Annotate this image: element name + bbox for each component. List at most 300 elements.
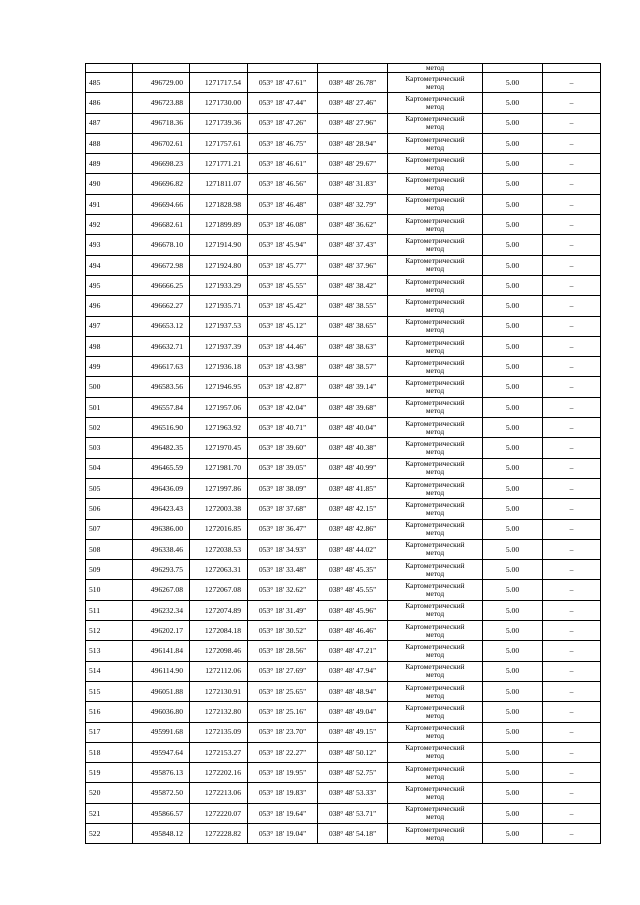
x-coordinate-cell: 496729.00 — [133, 73, 190, 93]
x-coordinate-cell: 496682.61 — [133, 215, 190, 235]
point-number-cell: 514 — [86, 661, 133, 681]
accuracy-cell: 5.00 — [483, 742, 543, 762]
longitude-cell: 038° 48' 53.33" — [318, 783, 388, 803]
method-line-2: метод — [425, 365, 445, 375]
x-coordinate-cell: 496696.82 — [133, 174, 190, 194]
x-coordinate-cell: 495848.12 — [133, 823, 190, 843]
longitude-cell: 038° 48' 31.83" — [318, 174, 388, 194]
latitude-cell: 053° 18' 46.61" — [248, 154, 318, 174]
longitude-cell: 038° 48' 38.65" — [318, 316, 388, 336]
method-line-1: Картометрический — [405, 682, 465, 692]
y-coordinate-cell: 1271937.39 — [190, 336, 248, 356]
table-row — [86, 397, 601, 417]
coordinates-table — [85, 63, 601, 844]
method-line-2: метод — [425, 487, 445, 497]
point-number-cell: 508 — [86, 539, 133, 559]
accuracy-cell: 5.00 — [483, 438, 543, 458]
longitude-cell: 038° 48' 48.94" — [318, 681, 388, 701]
note-cell: – — [543, 742, 601, 762]
note-cell: – — [543, 681, 601, 701]
latitude-cell: 053° 18' 22.27" — [248, 742, 318, 762]
latitude-cell: 053° 18' 25.65" — [248, 681, 318, 701]
x-coordinate-cell: 496482.35 — [133, 438, 190, 458]
x-coordinate-cell: 496423.43 — [133, 499, 190, 519]
x-coordinate-cell: 496678.10 — [133, 235, 190, 255]
method-line-2: метод — [425, 548, 445, 558]
longitude-cell: 038° 48' 52.75" — [318, 763, 388, 783]
x-coordinate-cell: 496293.75 — [133, 560, 190, 580]
method-line-1: Картометрический — [405, 93, 465, 103]
latitude-cell: 053° 18' 46.75" — [248, 133, 318, 153]
x-coordinate-cell: 496036.80 — [133, 702, 190, 722]
point-number-cell: 509 — [86, 560, 133, 580]
point-number-cell: 507 — [86, 519, 133, 539]
accuracy-cell: 5.00 — [483, 519, 543, 539]
y-coordinate-cell: 1271811.07 — [190, 174, 248, 194]
method-line-1: Картометрический — [405, 175, 465, 185]
method-line-1: Картометрический — [405, 560, 465, 570]
point-number-cell: 503 — [86, 438, 133, 458]
table-row — [86, 742, 601, 762]
accuracy-cell: 5.00 — [483, 397, 543, 417]
point-number-cell: 493 — [86, 235, 133, 255]
table-row — [86, 641, 601, 661]
accuracy-cell: 5.00 — [483, 73, 543, 93]
accuracy-cell: 5.00 — [483, 113, 543, 133]
table-row — [86, 357, 601, 377]
longitude-cell: 038° 48' 42.86" — [318, 519, 388, 539]
latitude-cell: 053° 18' 45.77" — [248, 255, 318, 275]
x-coordinate-cell: 495866.57 — [133, 803, 190, 823]
method-line-1: Картометрический — [405, 317, 465, 327]
note-cell: – — [543, 113, 601, 133]
accuracy-cell: 5.00 — [483, 661, 543, 681]
longitude-cell: 038° 48' 44.02" — [318, 539, 388, 559]
x-coordinate-cell: 496672.98 — [133, 255, 190, 275]
method-line-2: метод — [425, 731, 445, 741]
point-number-cell: 487 — [86, 113, 133, 133]
table-row — [86, 296, 601, 316]
y-coordinate-cell: 1271936.18 — [190, 357, 248, 377]
note-cell: – — [543, 174, 601, 194]
note-cell: – — [543, 621, 601, 641]
table-cell — [543, 64, 601, 73]
method-cell — [388, 783, 483, 803]
method-line-2: метод — [425, 771, 445, 781]
longitude-cell: 038° 48' 27.96" — [318, 113, 388, 133]
point-number-cell: 492 — [86, 215, 133, 235]
accuracy-cell: 5.00 — [483, 539, 543, 559]
point-number-cell: 519 — [86, 763, 133, 783]
table-row — [86, 478, 601, 498]
longitude-cell: 038° 48' 38.42" — [318, 275, 388, 295]
method-line-1: Картометрический — [405, 702, 465, 712]
table-row — [86, 580, 601, 600]
y-coordinate-cell: 1272003.38 — [190, 499, 248, 519]
latitude-cell: 053° 18' 34.93" — [248, 539, 318, 559]
note-cell: – — [543, 357, 601, 377]
longitude-cell: 038° 48' 37.96" — [318, 255, 388, 275]
note-cell: – — [543, 661, 601, 681]
method-line-2: метод — [425, 101, 445, 111]
method-cell: метод — [388, 64, 483, 73]
table-cell — [190, 64, 248, 73]
y-coordinate-cell: 1272153.27 — [190, 742, 248, 762]
note-cell: – — [543, 763, 601, 783]
table-cell — [86, 64, 133, 73]
accuracy-cell: 5.00 — [483, 93, 543, 113]
longitude-cell: 038° 48' 40.04" — [318, 418, 388, 438]
method-cell — [388, 458, 483, 478]
accuracy-cell: 5.00 — [483, 702, 543, 722]
accuracy-cell: 5.00 — [483, 418, 543, 438]
point-number-cell: 510 — [86, 580, 133, 600]
accuracy-cell: 5.00 — [483, 255, 543, 275]
accuracy-cell: 5.00 — [483, 763, 543, 783]
point-number-cell: 506 — [86, 499, 133, 519]
point-number-cell: 494 — [86, 255, 133, 275]
method-cell — [388, 438, 483, 458]
table-row — [86, 600, 601, 620]
x-coordinate-cell: 496718.36 — [133, 113, 190, 133]
method-line-2: метод — [425, 142, 445, 152]
accuracy-cell: 5.00 — [483, 336, 543, 356]
method-cell — [388, 255, 483, 275]
accuracy-cell: 5.00 — [483, 133, 543, 153]
method-line-2: метод — [425, 426, 445, 436]
method-line-2: метод — [425, 446, 445, 456]
method-cell — [388, 641, 483, 661]
note-cell: – — [543, 702, 601, 722]
note-cell: – — [543, 722, 601, 742]
method-cell — [388, 600, 483, 620]
table-row — [86, 823, 601, 843]
note-cell: – — [543, 275, 601, 295]
table-cell — [133, 64, 190, 73]
y-coordinate-cell: 1271957.06 — [190, 397, 248, 417]
method-line-1: Картометрический — [405, 743, 465, 753]
method-line-1: Картометрический — [405, 479, 465, 489]
latitude-cell: 053° 18' 42.87" — [248, 377, 318, 397]
method-line-1: Картометрический — [405, 520, 465, 530]
longitude-cell: 038° 48' 40.38" — [318, 438, 388, 458]
longitude-cell: 038° 48' 38.57" — [318, 357, 388, 377]
x-coordinate-cell: 496267.08 — [133, 580, 190, 600]
table-row — [86, 499, 601, 519]
table-row — [86, 154, 601, 174]
method-cell — [388, 681, 483, 701]
longitude-cell: 038° 48' 38.55" — [318, 296, 388, 316]
method-cell — [388, 377, 483, 397]
table-row — [86, 702, 601, 722]
longitude-cell: 038° 48' 54.18" — [318, 823, 388, 843]
x-coordinate-cell: 496694.66 — [133, 194, 190, 214]
method-cell — [388, 316, 483, 336]
method-cell — [388, 215, 483, 235]
latitude-cell: 053° 18' 19.04" — [248, 823, 318, 843]
point-number-cell: 501 — [86, 397, 133, 417]
longitude-cell: 038° 48' 45.96" — [318, 600, 388, 620]
point-number-cell: 502 — [86, 418, 133, 438]
x-coordinate-cell: 496114.90 — [133, 661, 190, 681]
method-cell — [388, 113, 483, 133]
table-row — [86, 133, 601, 153]
latitude-cell: 053° 18' 45.12" — [248, 316, 318, 336]
latitude-cell: 053° 18' 19.64" — [248, 803, 318, 823]
table-row — [86, 418, 601, 438]
method-line-2: метод — [425, 568, 445, 578]
method-line-2: метод — [425, 467, 445, 477]
method-line-1: Картометрический — [405, 378, 465, 388]
note-cell: – — [543, 783, 601, 803]
coordinates-page — [85, 63, 600, 844]
y-coordinate-cell: 1271963.92 — [190, 418, 248, 438]
longitude-cell: 038° 48' 27.46" — [318, 93, 388, 113]
method-line-1: Картометрический — [405, 418, 465, 428]
method-line-2: метод — [425, 812, 445, 822]
point-number-cell: 512 — [86, 621, 133, 641]
method-line-1: Картометрический — [405, 398, 465, 408]
note-cell: – — [543, 418, 601, 438]
method-line-1: Картометрический — [405, 723, 465, 733]
accuracy-cell: 5.00 — [483, 194, 543, 214]
note-cell: – — [543, 93, 601, 113]
note-cell: – — [543, 823, 601, 843]
method-cell — [388, 133, 483, 153]
method-line-1: Картометрический — [405, 195, 465, 205]
method-line-2: метод — [425, 203, 445, 213]
latitude-cell: 053° 18' 42.04" — [248, 397, 318, 417]
table-row — [86, 336, 601, 356]
method-cell — [388, 560, 483, 580]
method-line-2: метод — [425, 223, 445, 233]
latitude-cell: 053° 18' 38.09" — [248, 478, 318, 498]
latitude-cell: 053° 18' 37.68" — [248, 499, 318, 519]
accuracy-cell: 5.00 — [483, 580, 543, 600]
accuracy-cell: 5.00 — [483, 560, 543, 580]
method-line-1: Картометрический — [405, 459, 465, 469]
y-coordinate-cell: 1271757.61 — [190, 133, 248, 153]
accuracy-cell: 5.00 — [483, 600, 543, 620]
note-cell: – — [543, 560, 601, 580]
latitude-cell: 053° 18' 46.56" — [248, 174, 318, 194]
y-coordinate-cell: 1271828.98 — [190, 194, 248, 214]
x-coordinate-cell: 495872.50 — [133, 783, 190, 803]
x-coordinate-cell: 496698.23 — [133, 154, 190, 174]
note-cell: – — [543, 580, 601, 600]
latitude-cell: 053° 18' 39.60" — [248, 438, 318, 458]
y-coordinate-cell: 1271924.80 — [190, 255, 248, 275]
method-line-1: Картометрический — [405, 804, 465, 814]
longitude-cell: 038° 48' 45.55" — [318, 580, 388, 600]
method-line-2: метод — [425, 609, 445, 619]
method-cell — [388, 194, 483, 214]
latitude-cell: 053° 18' 30.52" — [248, 621, 318, 641]
method-line-2: метод — [425, 792, 445, 802]
latitude-cell: 053° 18' 19.95" — [248, 763, 318, 783]
table-row — [86, 681, 601, 701]
method-cell — [388, 357, 483, 377]
method-cell — [388, 763, 483, 783]
y-coordinate-cell: 1272220.07 — [190, 803, 248, 823]
y-coordinate-cell: 1272067.08 — [190, 580, 248, 600]
accuracy-cell: 5.00 — [483, 357, 543, 377]
method-cell — [388, 235, 483, 255]
table-cell — [318, 64, 388, 73]
point-number-cell: 497 — [86, 316, 133, 336]
longitude-cell: 038° 48' 37.43" — [318, 235, 388, 255]
table-continuation-row — [86, 64, 601, 73]
latitude-cell: 053° 18' 47.61" — [248, 73, 318, 93]
method-line-2: метод — [425, 670, 445, 680]
longitude-cell: 038° 48' 36.62" — [318, 215, 388, 235]
point-number-cell: 500 — [86, 377, 133, 397]
method-line-1: Картометрический — [405, 621, 465, 631]
point-number-cell: 511 — [86, 600, 133, 620]
method-line-2: метод — [425, 649, 445, 659]
note-cell: – — [543, 255, 601, 275]
table-row — [86, 661, 601, 681]
x-coordinate-cell: 495991.68 — [133, 722, 190, 742]
method-line-1: Картометрический — [405, 499, 465, 509]
method-line-1: Картометрический — [405, 276, 465, 286]
longitude-cell: 038° 48' 45.35" — [318, 560, 388, 580]
x-coordinate-cell: 495876.13 — [133, 763, 190, 783]
x-coordinate-cell: 496051.88 — [133, 681, 190, 701]
method-line-2: метод — [425, 244, 445, 254]
longitude-cell: 038° 48' 42.15" — [318, 499, 388, 519]
accuracy-cell: 5.00 — [483, 235, 543, 255]
method-line-2: метод — [425, 162, 445, 172]
method-cell — [388, 296, 483, 316]
longitude-cell: 038° 48' 49.15" — [318, 722, 388, 742]
longitude-cell: 038° 48' 26.78" — [318, 73, 388, 93]
longitude-cell: 038° 48' 40.99" — [318, 458, 388, 478]
y-coordinate-cell: 1272112.06 — [190, 661, 248, 681]
method-cell — [388, 702, 483, 722]
point-number-cell: 516 — [86, 702, 133, 722]
note-cell: – — [543, 215, 601, 235]
method-line-1: Картометрический — [405, 296, 465, 306]
method-cell — [388, 621, 483, 641]
method-line-1: Картометрический — [405, 73, 465, 83]
y-coordinate-cell: 1271739.36 — [190, 113, 248, 133]
y-coordinate-cell: 1272084.18 — [190, 621, 248, 641]
y-coordinate-cell: 1272213.06 — [190, 783, 248, 803]
point-number-cell: 517 — [86, 722, 133, 742]
method-line-1: Картометрический — [405, 540, 465, 550]
accuracy-cell: 5.00 — [483, 641, 543, 661]
x-coordinate-cell: 496653.12 — [133, 316, 190, 336]
method-cell — [388, 539, 483, 559]
method-line-2: метод — [425, 832, 445, 842]
method-cell — [388, 73, 483, 93]
method-cell — [388, 275, 483, 295]
method-line-1: Картометрический — [405, 215, 465, 225]
method-line-1: Картометрический — [405, 438, 465, 448]
latitude-cell: 053° 18' 36.47" — [248, 519, 318, 539]
latitude-cell: 053° 18' 47.44" — [248, 93, 318, 113]
latitude-cell: 053° 18' 45.94" — [248, 235, 318, 255]
x-coordinate-cell: 496386.00 — [133, 519, 190, 539]
method-line-1: Картометрический — [405, 134, 465, 144]
table-row — [86, 275, 601, 295]
accuracy-cell: 5.00 — [483, 722, 543, 742]
method-line-2: метод — [425, 629, 445, 639]
latitude-cell: 053° 18' 45.55" — [248, 275, 318, 295]
table-row — [86, 560, 601, 580]
x-coordinate-cell: 496232.34 — [133, 600, 190, 620]
y-coordinate-cell: 1271946.95 — [190, 377, 248, 397]
note-cell: – — [543, 194, 601, 214]
accuracy-cell: 5.00 — [483, 154, 543, 174]
x-coordinate-cell: 496632.71 — [133, 336, 190, 356]
method-line-2: метод — [425, 183, 445, 193]
x-coordinate-cell: 495947.64 — [133, 742, 190, 762]
y-coordinate-cell: 1271997.86 — [190, 478, 248, 498]
note-cell: – — [543, 133, 601, 153]
latitude-cell: 053° 18' 28.56" — [248, 641, 318, 661]
point-number-cell: 521 — [86, 803, 133, 823]
note-cell: – — [543, 519, 601, 539]
note-cell: – — [543, 377, 601, 397]
latitude-cell: 053° 18' 39.05" — [248, 458, 318, 478]
point-number-cell: 485 — [86, 73, 133, 93]
longitude-cell: 038° 48' 47.21" — [318, 641, 388, 661]
latitude-cell: 053° 18' 40.71" — [248, 418, 318, 438]
y-coordinate-cell: 1272074.89 — [190, 600, 248, 620]
y-coordinate-cell: 1271935.71 — [190, 296, 248, 316]
table-row — [86, 621, 601, 641]
point-number-cell: 522 — [86, 823, 133, 843]
y-coordinate-cell: 1271933.29 — [190, 275, 248, 295]
table-row — [86, 438, 601, 458]
method-line-1: Картометрический — [405, 236, 465, 246]
accuracy-cell: 5.00 — [483, 783, 543, 803]
method-line-1: Картометрический — [405, 641, 465, 651]
latitude-cell: 053° 18' 27.69" — [248, 661, 318, 681]
longitude-cell: 038° 48' 32.79" — [318, 194, 388, 214]
y-coordinate-cell: 1272132.80 — [190, 702, 248, 722]
table-row — [86, 783, 601, 803]
x-coordinate-cell: 496583.56 — [133, 377, 190, 397]
accuracy-cell: 5.00 — [483, 275, 543, 295]
method-line-1: Картометрический — [405, 154, 465, 164]
x-coordinate-cell: 496436.09 — [133, 478, 190, 498]
accuracy-cell: 5.00 — [483, 316, 543, 336]
note-cell: – — [543, 154, 601, 174]
point-number-cell: 489 — [86, 154, 133, 174]
accuracy-cell: 5.00 — [483, 458, 543, 478]
longitude-cell: 038° 48' 39.14" — [318, 377, 388, 397]
y-coordinate-cell: 1272130.91 — [190, 681, 248, 701]
latitude-cell: 053° 18' 25.16" — [248, 702, 318, 722]
latitude-cell: 053° 18' 47.26" — [248, 113, 318, 133]
accuracy-cell: 5.00 — [483, 681, 543, 701]
method-line-2: метод — [425, 122, 445, 132]
method-line-2: метод — [425, 325, 445, 335]
point-number-cell: 513 — [86, 641, 133, 661]
table-row — [86, 235, 601, 255]
longitude-cell: 038° 48' 49.04" — [318, 702, 388, 722]
point-number-cell: 520 — [86, 783, 133, 803]
table-row — [86, 194, 601, 214]
table-cell — [248, 64, 318, 73]
accuracy-cell: 5.00 — [483, 499, 543, 519]
x-coordinate-cell: 496202.17 — [133, 621, 190, 641]
point-number-cell: 505 — [86, 478, 133, 498]
y-coordinate-cell: 1271981.70 — [190, 458, 248, 478]
